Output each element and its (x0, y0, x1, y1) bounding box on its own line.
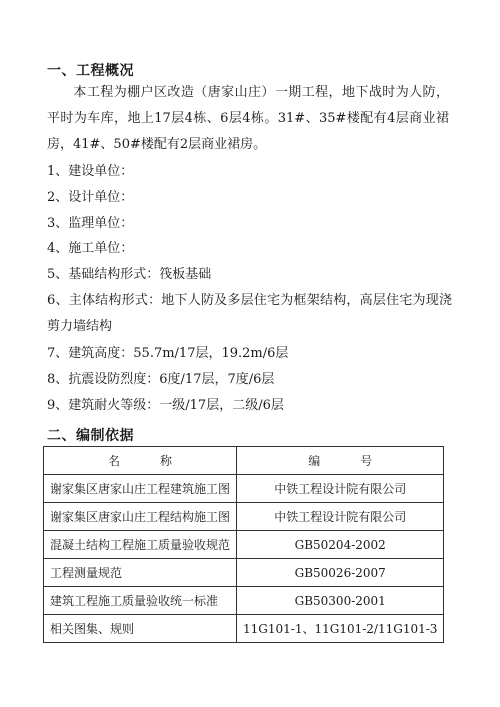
row-name: 相关图集、规则 (44, 615, 237, 643)
table-header-row (44, 447, 444, 475)
table-row (44, 531, 444, 559)
item-design-unit: 2、设计单位： (47, 190, 134, 205)
overview-paragraph (47, 80, 449, 158)
item-fire-rating: 9、建筑耐火等级：一级/17层，二级/6层 (47, 398, 284, 413)
item-building-height: 7、建筑高度：55.7m/17层，19.2m/6层 (47, 346, 289, 361)
row-number: GB50300-2001 (237, 587, 444, 615)
table-row (44, 559, 444, 587)
header-number: 编号 (237, 447, 444, 475)
row-number: 中铁工程设计院有限公司 (237, 475, 444, 503)
row-number: 中铁工程设计院有限公司 (237, 503, 444, 531)
overview-text: 本工程为棚户区改造（唐家山庄）一期工程，地下战时为人防，平时为车库，地上17层4栋、6层4栋。31#、35#楼配有4层商业裙房，41#、50#楼配有2层商业裙房。 (47, 85, 449, 152)
table-row (44, 615, 444, 643)
row-name: 混凝土结构工程施工质量验收规范 (44, 531, 237, 559)
row-name: 谢家集区唐家山庄工程结构施工图 (44, 503, 237, 531)
table-row (44, 587, 444, 615)
row-name: 工程测量规范 (44, 559, 237, 587)
item-construction-unit: 1、建设单位： (47, 164, 134, 179)
row-name: 建筑工程施工质量验收统一标准 (44, 587, 237, 615)
section-2-heading: 二、编制依据 (47, 428, 134, 444)
row-name: 谢家集区唐家山庄工程建筑施工图 (44, 475, 237, 503)
table-row (44, 475, 444, 503)
item-main-structure: 6、主体结构形式：地下人防及多层住宅为框架结构，高层住宅为现浇剪力墙结构 (47, 293, 452, 334)
row-number: GB50204-2002 (237, 531, 444, 559)
row-number: 11G101-1、11G101-2/11G101-3 (237, 615, 444, 643)
item-foundation-type: 5、基础结构形式：筏板基础 (47, 267, 212, 282)
table-row (44, 503, 444, 531)
row-number: GB50026-2007 (237, 559, 444, 587)
compilation-basis-table (43, 446, 444, 643)
header-name: 名称 (44, 447, 237, 475)
item-contractor-unit: 4、施工单位： (47, 241, 134, 256)
item-seismic-intensity: 8、抗震设防烈度：6度/17层，7度/6层 (47, 372, 275, 387)
item-supervision-unit: 3、监理单位： (47, 216, 134, 231)
section-1-heading: 一、工程概况 (47, 63, 134, 79)
